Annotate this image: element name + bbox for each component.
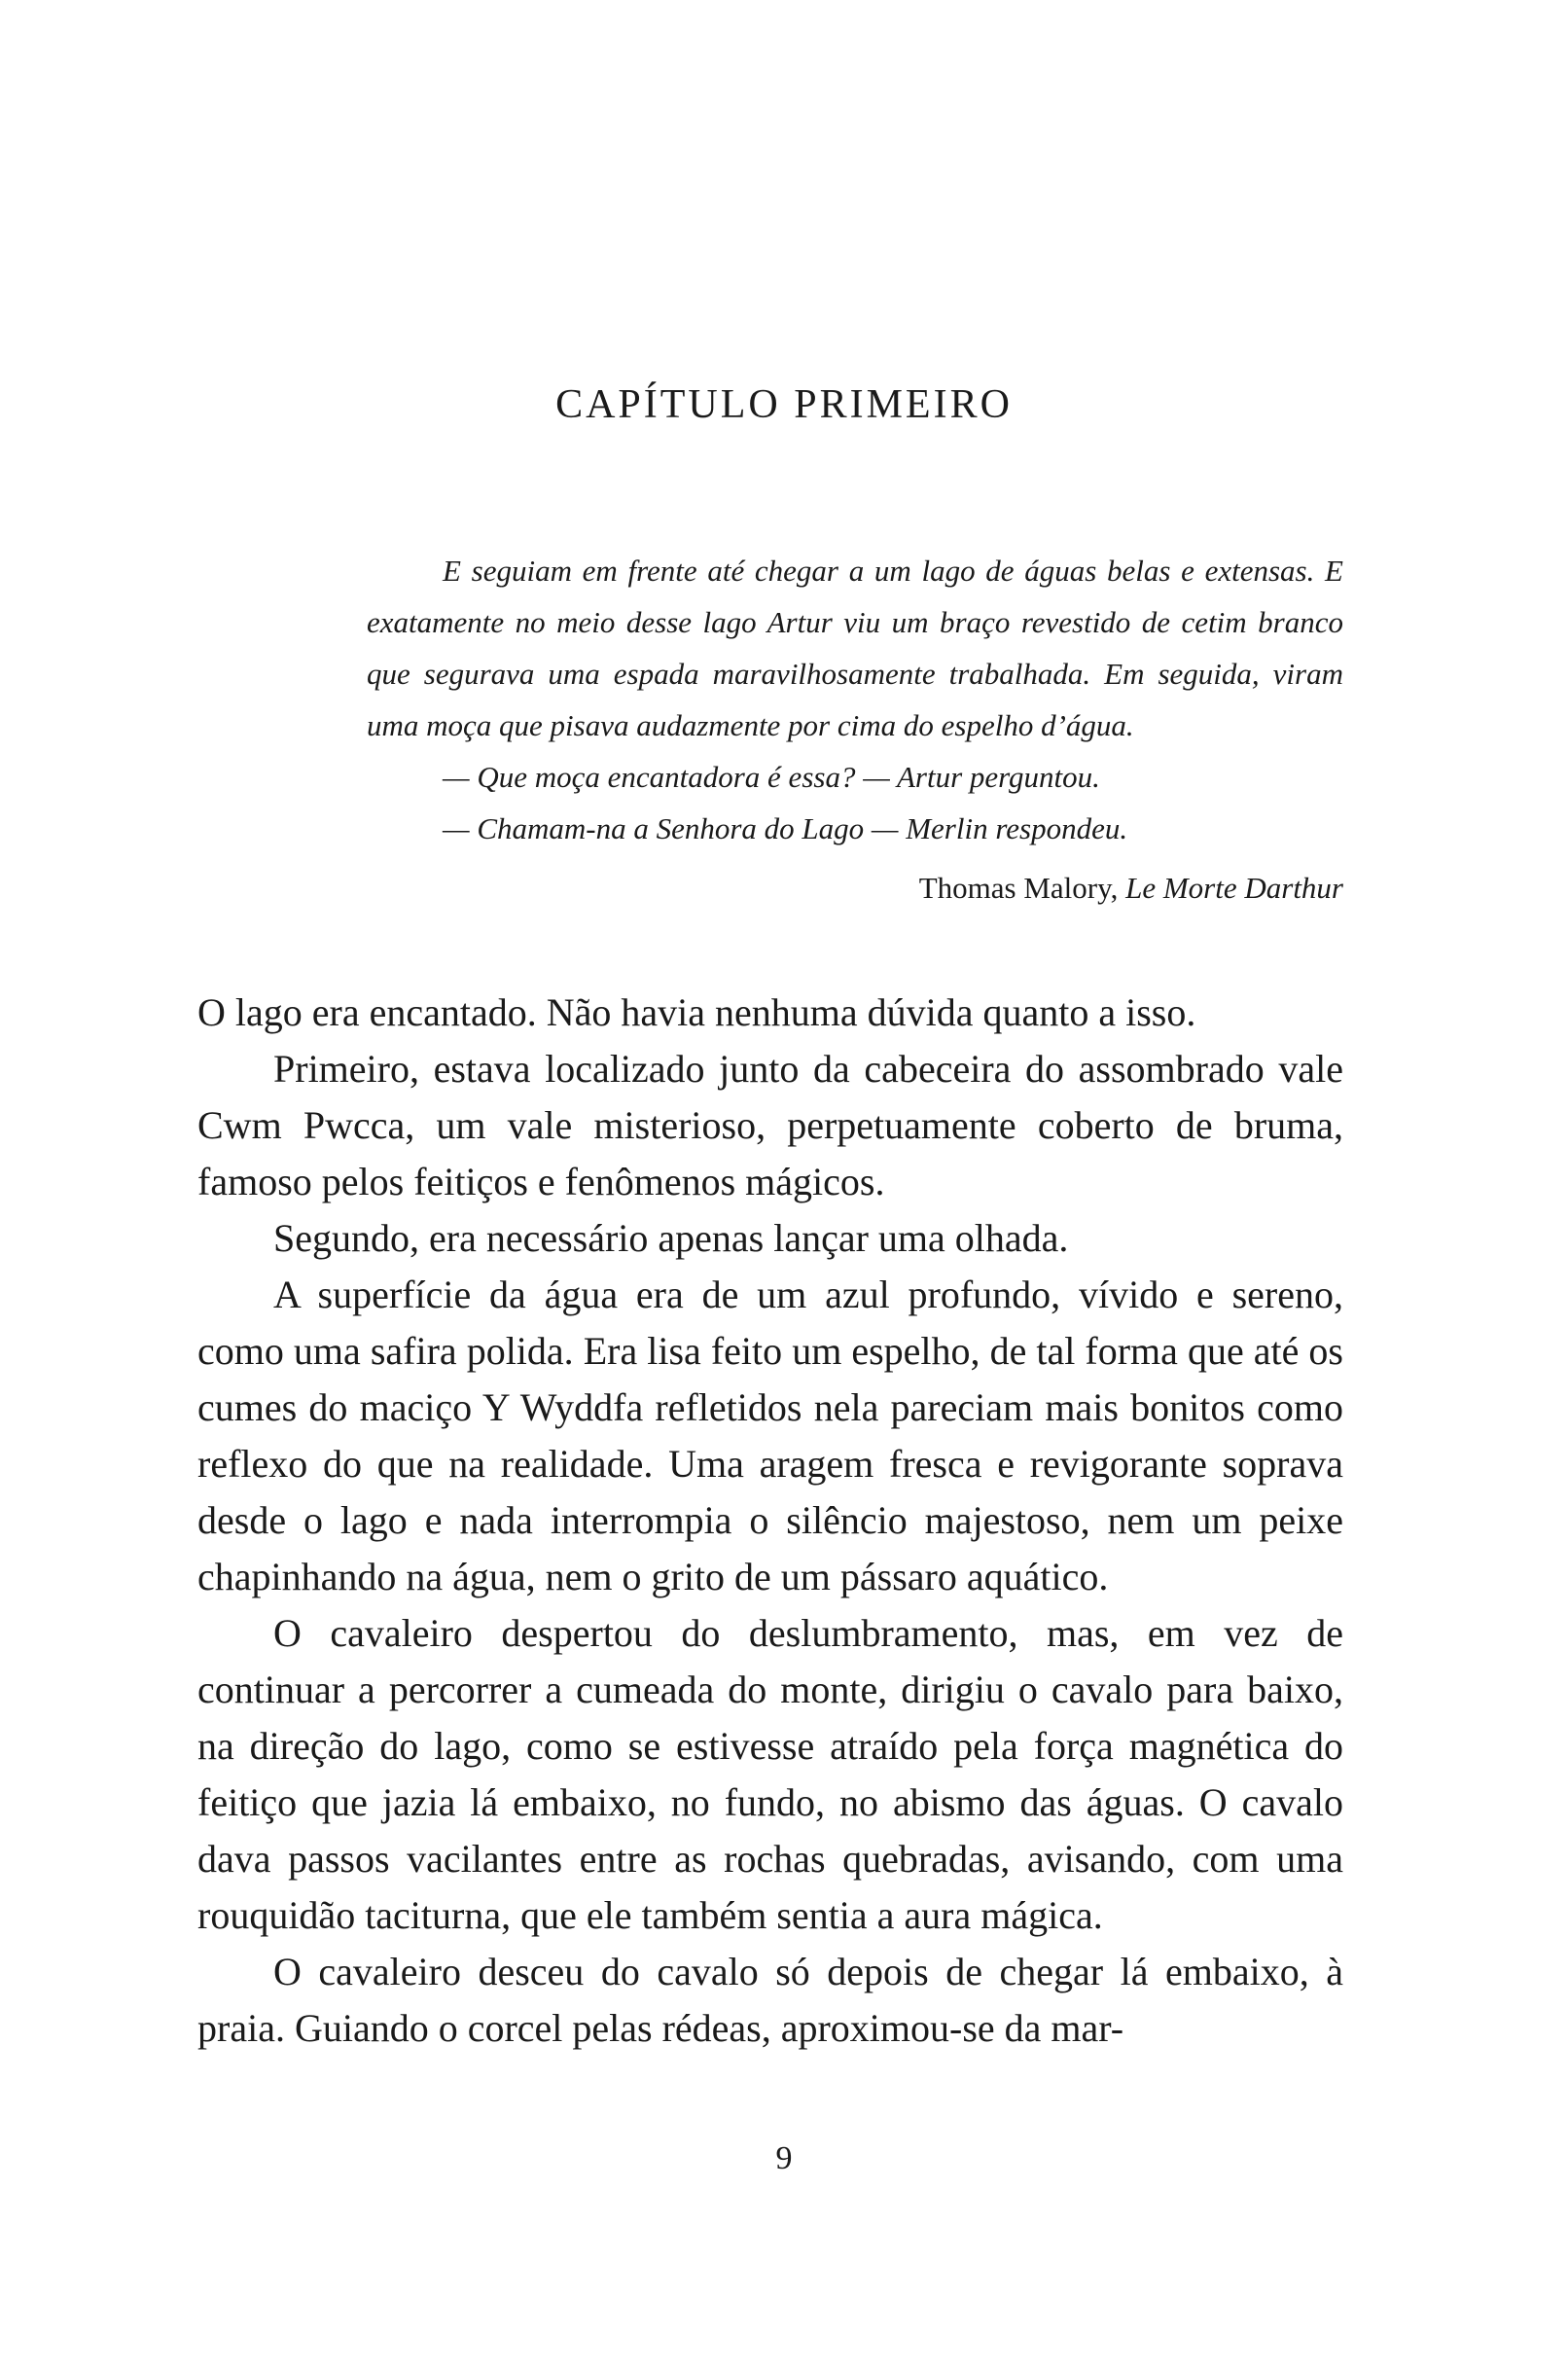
chapter-title: CAPÍTULO PRIMEIRO xyxy=(555,382,1013,427)
chapter-body xyxy=(197,985,1343,2057)
body-paragraph-6: O cavaleiro desceu do cavalo só depois de chegar lá embaixo, à praia. Guiando o corcel pelas rédeas, aproximou-se da mar- xyxy=(197,1950,1343,2050)
epigraph-dialogue-1: — Que moça encantadora é essa? — Artur perguntou. xyxy=(443,760,1100,794)
epigraph xyxy=(367,545,1343,914)
epigraph-attribution xyxy=(367,862,1343,914)
attribution-work: Le Morte Darthur xyxy=(1125,871,1343,905)
body-paragraph-2: Primeiro, estava localizado junto da cabeceira do assombrado vale Cwm Pwcca, um vale misterioso, perpetuamente coberto de bruma, famoso pelos feitiços e fenômenos mágicos. xyxy=(197,1047,1343,1203)
body-paragraph-1: O lago era encantado. Não havia nenhuma dúvida quanto a isso. xyxy=(197,990,1196,1034)
epigraph-dialogue-2: — Chamam-na a Senhora do Lago — Merlin respondeu. xyxy=(443,811,1128,845)
epigraph-paragraph: E seguiam em frente até chegar a um lago de águas belas e extensas. E exatamente no meio desse lago Artur viu um braço revestido de cetim branco que segurava uma espada maravilhosamente trabalhada. Em seguida, viram uma moça que pisava audazmente por cima do espelho d’água. xyxy=(367,554,1343,742)
body-paragraph-3: Segundo, era necessário apenas lançar uma olhada. xyxy=(273,1216,1069,1260)
body-paragraph-5: O cavaleiro despertou do deslumbramento, mas, em vez de continuar a percorrer a cumeada do monte, dirigiu o cavalo para baixo, na direção do lago, como se estivesse atraído pela força magnética do feitiço que jazia lá embaixo, no fundo, no abismo das águas. O cavalo dava passos vacilantes entre as rochas quebradas, avisando, com uma rouquidão taciturna, que ele também sentia a aura mágica. xyxy=(197,1611,1343,1937)
page-number: 9 xyxy=(775,2140,793,2176)
attribution-author: Thomas Malory, xyxy=(918,871,1126,905)
body-paragraph-4: A superfície da água era de um azul profundo, vívido e sereno, como uma safira polida. Era lisa feito um espelho, de tal forma que até os cumes do maciço Y Wyddfa refletidos nela pareciam mais bonitos como reflexo do que na realidade. Uma aragem fresca e revigorante soprava desde o lago e nada interrompia o silêncio majestoso, nem um peixe chapinhando na água, nem o grito de um pássaro aquático. xyxy=(197,1273,1343,1598)
